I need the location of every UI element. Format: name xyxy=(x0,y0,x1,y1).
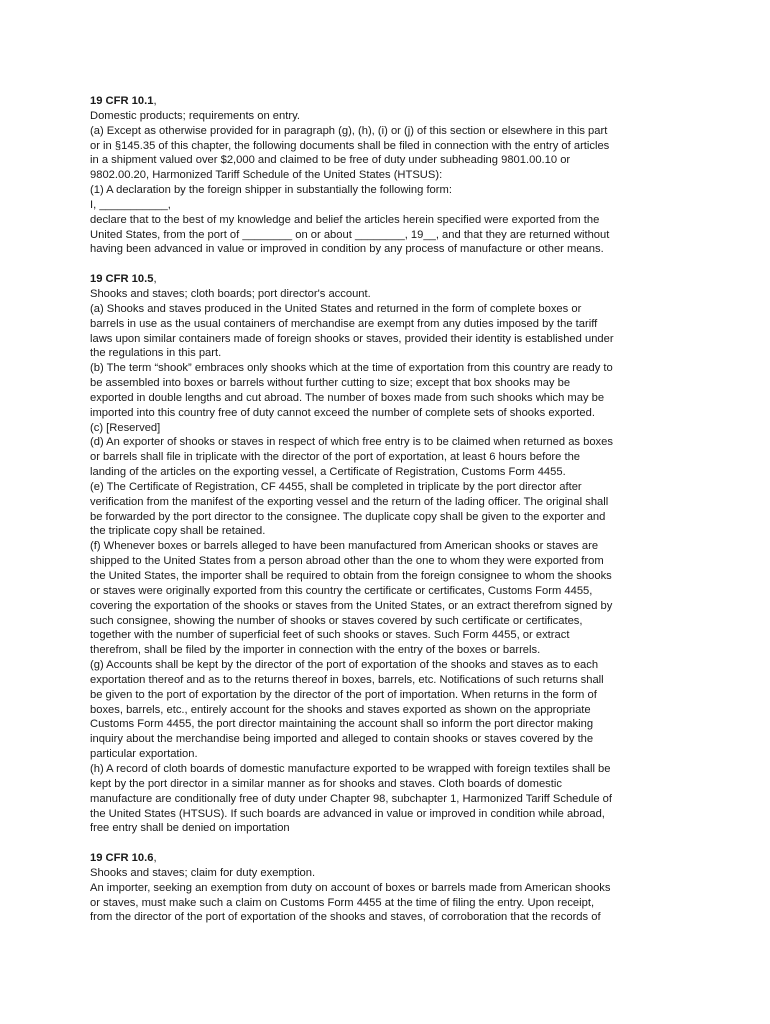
paragraph-line: (d) An exporter of shooks or staves in respect of which free entry is to be claimed when returned as boxes xyxy=(90,436,613,449)
section-citation-suffix: , xyxy=(153,273,157,286)
paragraph-line: together with the number of superficial feet of such shooks or staves. Such Form 4455, or extract xyxy=(90,629,570,642)
paragraph-line: in a shipment valued over $2,000 and claimed to be free of duty under subheading 9801.00.10 or xyxy=(90,154,571,167)
paragraph-line: (a) Except as otherwise provided for in paragraph (g), (h), (i) or (j) of this section or elsewhere in this part xyxy=(90,124,608,137)
paragraph-line: laws upon similar containers made of foreign shooks or staves, provided their identity is established under xyxy=(90,332,614,345)
paragraph-line: Domestic products; requirements on entry. xyxy=(90,109,300,122)
paragraph-line: the triplicate copy shall be retained. xyxy=(90,525,266,538)
paragraph-line: (c) [Reserved] xyxy=(90,421,161,434)
section-10-1 xyxy=(90,94,690,257)
paragraph-line: from the director of the port of exportation of the shooks and staves, of corroboration that the records of xyxy=(90,911,601,924)
section-citation-suffix: , xyxy=(153,852,157,865)
paragraph-line: be given to the port of exportation by the director of the port of importation. When returns in the form of xyxy=(90,688,597,701)
paragraph-line: United States, from the port of ________ on or about ________, 19__, and that they are returned without xyxy=(90,228,610,241)
section-10-6 xyxy=(90,851,690,925)
paragraph-line: boxes, barrels, etc., entirely account for the shooks and staves exported as shown on the appropriate xyxy=(90,703,591,716)
paragraph-line: Shooks and staves; cloth boards; port director's account. xyxy=(90,287,371,300)
paragraph-line: Customs Form 4455, the port director maintaining the account shall so inform the port director making xyxy=(90,718,594,731)
paragraph-line: inquiry about the merchandise being imported and alleged to contain shooks or staves covered by the xyxy=(90,733,594,746)
paragraph-line: exportation thereof and as to the returns thereof in boxes, barrels, etc. Notifications of such returns shall xyxy=(90,673,604,686)
paragraph-line: (a) Shooks and staves produced in the United States and returned in the form of complete boxes or xyxy=(90,302,582,315)
paragraph-line: free entry shall be denied on importation xyxy=(90,822,290,835)
paragraph-line: Shooks and staves; claim for duty exemption. xyxy=(90,866,316,879)
section-10-5 xyxy=(90,272,690,836)
section-citation: 19 CFR 10.5 xyxy=(90,273,154,286)
section-heading xyxy=(90,851,690,866)
paragraph-line: An importer, seeking an exemption from duty on account of boxes or barrels made from American shooks xyxy=(90,881,611,894)
paragraph-line: such consignee, showing the number of shooks or staves covered by such certificate or certificates, xyxy=(90,614,583,627)
paragraph-line: (e) The Certificate of Registration, CF 4455, shall be completed in triplicate by the port director after xyxy=(90,480,582,493)
paragraph-line: or staves, must make such a claim on Customs Form 4455 at the time of filing the entry. Upon receipt, xyxy=(90,896,595,909)
paragraph-line: (g) Accounts shall be kept by the director of the port of exportation of the shooks and staves as to each xyxy=(90,659,599,672)
paragraph-line: or in §145.35 of this chapter, the following documents shall be filed in connection with the entry of articles xyxy=(90,139,610,152)
paragraph-line: declare that to the best of my knowledge and belief the articles herein specified were exported from the xyxy=(90,213,600,226)
paragraph-line: the regulations in this part. xyxy=(90,347,222,360)
paragraph-line: covering the exportation of the shooks or staves from the United States, or an extract therefrom signed by xyxy=(90,599,613,612)
paragraph-line: be forwarded by the port director to the consignee. The duplicate copy shall be given to the exporter and xyxy=(90,510,606,523)
paragraph-line: 9802.00.20, Harmonized Tariff Schedule of the United States (HTSUS): xyxy=(90,169,443,182)
paragraph-line: the United States, the importer shall be required to obtain from the foreign consignee to whom the shooks xyxy=(90,570,612,582)
paragraph-line: therefrom, shall be filed by the importer in connection with the entry of the boxes or barrels. xyxy=(90,644,541,657)
paragraph-line: having been advanced in value or improved in condition by any process of manufacture or other means. xyxy=(90,243,604,256)
paragraph-line: or staves were originally exported from this country the certificate or certificates, Customs Form 4455, xyxy=(90,584,593,597)
section-citation: 19 CFR 10.1 xyxy=(90,95,154,107)
paragraph-line: verification from the manifest of the exporting vessel and the return of the lading officer. The original shall xyxy=(90,495,609,508)
paragraph-line: landing of the articles on the exporting vessel, a Certificate of Registration, Customs Form 4455. xyxy=(90,466,566,479)
paragraph-line: the United States (HTSUS). If such boards are advanced in value or improved in condition while abroad, xyxy=(90,807,605,820)
paragraph-line: or barrels shall file in triplicate with the director of the port of exportation, at least 6 hours before the xyxy=(90,451,581,464)
paragraph-line: imported into this country free of duty cannot exceed the number of complete sets of shooks exported. xyxy=(90,406,595,419)
paragraph-line: (b) The term “shook” embraces only shooks which at the time of exportation from this country are ready to xyxy=(90,362,613,375)
paragraph-line: kept by the port director in a similar manner as for shooks and staves. Cloth boards of domestic xyxy=(90,777,562,790)
section-citation: 19 CFR 10.6 xyxy=(90,852,154,865)
paragraph-line: particular exportation. xyxy=(90,748,198,761)
paragraph-line: (1) A declaration by the foreign shipper in substantially the following form: xyxy=(90,184,452,197)
paragraph-line: exported in double lengths and cut abroad. The number of boxes made from such shooks which may be xyxy=(90,391,605,404)
section-heading xyxy=(90,272,690,287)
paragraph-line: manufacture are conditionally free of duty under Chapter 98, subchapter 1, Harmonized Tariff Schedule of xyxy=(90,792,612,805)
paragraph-line: barrels in use as the usual containers of merchandise are exempt from any duties imposed by the tariff xyxy=(90,317,598,330)
section-citation-suffix: , xyxy=(153,95,157,107)
paragraph-line: be assembled into boxes or barrels without further cutting to size; except that box shooks may be xyxy=(90,377,571,390)
section-heading xyxy=(90,94,690,109)
paragraph-line: (h) A record of cloth boards of domestic manufacture exported to be wrapped with foreign textiles shall be xyxy=(90,762,611,775)
paragraph-line: shipped to the United States from a person abroad other than the one to whom they were exported from xyxy=(90,555,604,568)
document-page xyxy=(90,94,690,940)
paragraph-line: (f) Whenever boxes or barrels alleged to have been manufactured from American shooks or staves are xyxy=(90,540,599,553)
paragraph-line: I, ___________, xyxy=(90,198,171,211)
